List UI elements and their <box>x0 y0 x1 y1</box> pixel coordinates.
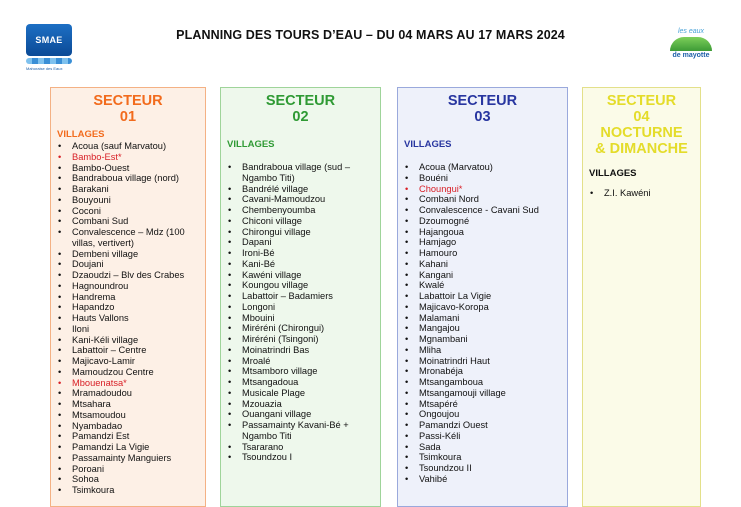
village-item: • Choungui* <box>398 184 567 195</box>
village-item: • Coconi <box>51 206 205 217</box>
village-item: • Z.I. Kawéni <box>583 188 700 199</box>
village-item: • Bouyouni <box>51 195 205 206</box>
sector-02-title <box>221 93 380 125</box>
sector-03-villages-label: VILLAGES <box>404 139 452 150</box>
sector-01-village-list <box>51 141 205 496</box>
village-item: • Mtsapéré <box>398 399 567 410</box>
village-item: • Mangajou <box>398 323 567 334</box>
village-item: • Kani-Kéli village <box>51 335 205 346</box>
village-item: • Longoni <box>221 302 380 313</box>
village-item: • Hauts Vallons <box>51 313 205 324</box>
village-item: • Chembenyoumba <box>221 205 380 216</box>
sector-02-title-line2: 02 <box>292 109 309 125</box>
village-item: • Chirongui village <box>221 227 380 238</box>
village-item: • Convalescence - Cavani Sud <box>398 205 567 216</box>
village-item: • Mronabéja <box>398 366 567 377</box>
village-item: • Hapandzo <box>51 302 205 313</box>
village-item: • Hamouro <box>398 248 567 259</box>
smae-logo-badge: SMAE <box>26 24 72 56</box>
village-item: • Mbouini <box>221 313 380 324</box>
village-item: • Chiconi village <box>221 216 380 227</box>
logo-right-line2: de mayotte <box>672 52 710 59</box>
village-item: • Malamani <box>398 313 567 324</box>
sector-02-column <box>220 87 381 507</box>
sector-02-title-line1: SECTEUR <box>265 93 336 109</box>
village-item: • Handrema <box>51 292 205 303</box>
village-item: • Moinatrindri Bas <box>221 345 380 356</box>
village-item: • Kani-Bé <box>221 259 380 270</box>
wave-icon <box>26 58 72 64</box>
village-item: • Bambo-Ouest <box>51 163 205 174</box>
sector-03-title-line1: SECTEUR <box>447 93 518 109</box>
sector-04-title-line2: 04 <box>633 109 650 125</box>
village-item: • Ironi-Bé <box>221 248 380 259</box>
village-item: • Tsimkoura <box>51 485 205 496</box>
village-item: • Dembeni village <box>51 249 205 260</box>
hill-icon <box>670 37 712 51</box>
sector-01-title <box>51 93 205 125</box>
village-item: • Kangani <box>398 270 567 281</box>
village-item: • Majicavo-Lamir <box>51 356 205 367</box>
sector-03-title-line2: 03 <box>474 109 491 125</box>
village-item: • Mamoudzou Centre <box>51 367 205 378</box>
village-item: • Miréréni (Chirongui) <box>221 323 380 334</box>
village-item: • Ouangani village <box>221 409 380 420</box>
village-item: • Miréréni (Tsingoni) <box>221 334 380 345</box>
village-item: • Tsoundzou I <box>221 452 380 463</box>
village-item: • Pamandzi La Vigie <box>51 442 205 453</box>
village-item: • Acoua (Marvatou) <box>398 162 567 173</box>
village-item: • Barakani <box>51 184 205 195</box>
sector-03-village-list <box>398 162 567 485</box>
village-item: • Iloni <box>51 324 205 335</box>
smae-logo-tagline: Mahoraise des Eaux <box>26 66 63 71</box>
village-item: • Nyambadao <box>51 421 205 432</box>
village-item: • Musicale Plage <box>221 388 380 399</box>
village-item: • Mramadoudou <box>51 388 205 399</box>
sector-01-column <box>50 87 206 507</box>
village-item: • Hajangoua <box>398 227 567 238</box>
village-item: • Mliha <box>398 345 567 356</box>
sector-03-column <box>397 87 568 507</box>
village-item: • Sohoa <box>51 474 205 485</box>
sector-04-column <box>582 87 701 507</box>
sector-04-villages-label: VILLAGES <box>589 168 637 179</box>
village-item: • Dzoumogné <box>398 216 567 227</box>
village-item: • Bambo-Est* <box>51 152 205 163</box>
sector-03-title <box>398 93 567 125</box>
village-item: • Combani Sud <box>51 216 205 227</box>
village-item: • Combani Nord <box>398 194 567 205</box>
village-item: • Kahani <box>398 259 567 270</box>
village-item: • Dapani <box>221 237 380 248</box>
sector-04-title-line3: NOCTURNE <box>600 125 683 141</box>
village-item: • Acoua (sauf Marvatou) <box>51 141 205 152</box>
sector-01-title-line2: 01 <box>119 109 137 125</box>
village-item: • Mtsangamouji village <box>398 388 567 399</box>
sector-01-villages-label: VILLAGES <box>57 129 105 140</box>
village-item: • Labattoir – Badamiers <box>221 291 380 302</box>
village-item: • Labattoir – Centre <box>51 345 205 356</box>
village-item: • Majicavo-Koropa <box>398 302 567 313</box>
sector-02-villages-label: VILLAGES <box>227 139 275 150</box>
village-item: • Sada <box>398 442 567 453</box>
village-item: • Mtsangamboua <box>398 377 567 388</box>
village-item: • Mtsamoudou <box>51 410 205 421</box>
logo-right-line1: les eaux <box>677 28 705 35</box>
sector-04-title-line1: SECTEUR <box>606 93 677 109</box>
eaux-de-mayotte-logo <box>666 28 716 74</box>
village-item: • Mroalé <box>221 356 380 367</box>
village-item: • Mgnambani <box>398 334 567 345</box>
village-item: • Pamandzi Ouest <box>398 420 567 431</box>
village-item: • Passi-Kéli <box>398 431 567 442</box>
village-item: • Koungou village <box>221 280 380 291</box>
village-item: • Pamandzi Est <box>51 431 205 442</box>
sector-04-village-list <box>583 188 700 199</box>
village-item: • Tsoundzou II <box>398 463 567 474</box>
village-item: • Hagnoundrou <box>51 281 205 292</box>
village-item: • Bandrélé village <box>221 184 380 195</box>
village-item: • Tsararano <box>221 442 380 453</box>
village-item: • Mzouazia <box>221 399 380 410</box>
village-item: • Mtsangadoua <box>221 377 380 388</box>
village-item: • Hamjago <box>398 237 567 248</box>
village-item: • Kawéni village <box>221 270 380 281</box>
village-item: • Convalescence – Mdz (100 villas, vertivert) <box>51 227 205 249</box>
village-item: • Vahibé <box>398 474 567 485</box>
sector-01-title-line1: SECTEUR <box>93 93 163 109</box>
village-item: • Dzaoudzi – Blv des Crabes <box>51 270 205 281</box>
village-item: • Tsimkoura <box>398 452 567 463</box>
village-item: • Bouéni <box>398 173 567 184</box>
village-item: • Passamainty Manguiers <box>51 453 205 464</box>
village-item: • Mtsamboro village <box>221 366 380 377</box>
village-item: • Kwalé <box>398 280 567 291</box>
sector-02-village-list <box>221 162 380 463</box>
village-item: • Poroani <box>51 464 205 475</box>
village-item: • Mtsahara <box>51 399 205 410</box>
village-item: • Bandraboua village (nord) <box>51 173 205 184</box>
village-item: • Ongoujou <box>398 409 567 420</box>
village-item: • Labattoir La Vigie <box>398 291 567 302</box>
sector-04-title-line4: & DIMANCHE <box>595 141 688 157</box>
page-title: PLANNING DES TOURS D’EAU – DU 04 MARS AU 17 MARS 2024 <box>176 28 565 42</box>
village-item: • Mbouenatsa* <box>51 378 205 389</box>
village-item: • Bandraboua village (sud – Ngambo Titi) <box>221 162 380 184</box>
village-item: • Cavani-Mamoudzou <box>221 194 380 205</box>
village-item: • Passamainty Kavani-Bé + Ngambo Titi <box>221 420 380 442</box>
village-item: • Doujani <box>51 259 205 270</box>
sector-04-title <box>583 93 700 157</box>
village-item: • Moinatrindri Haut <box>398 356 567 367</box>
